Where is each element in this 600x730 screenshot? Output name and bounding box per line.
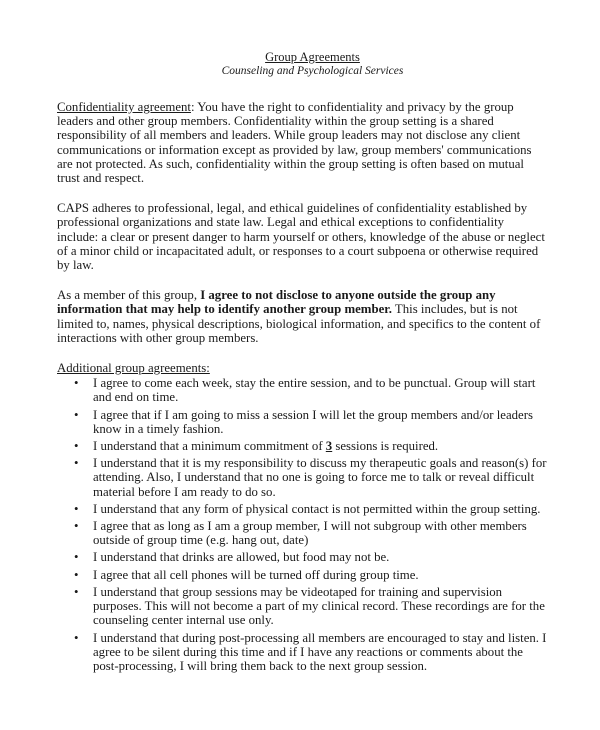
caps-paragraph: CAPS adheres to professional, legal, and ethical guidelines of confidentiality established by professional organizations and state law. Legal and ethical exceptions to confidentiality include: a clear or present danger to harm yourself or others, knowledge of the abuse or neglect of a minor child or incapacitated adult, or responses to a court subpoena or otherwise required by law. — [57, 201, 545, 273]
list-item: • I agree that if I am going to miss a session I will let the group members and/or leaders know in a timely fashion. — [57, 408, 548, 436]
commitment-number: 3 — [325, 439, 333, 454]
list-item: • I understand that drinks are allowed, but food may not be. — [57, 550, 548, 564]
list-item: • I agree to come each week, stay the entire session, and to be punctual. Group will start and end on time. — [57, 376, 548, 404]
list-item: • I agree that as long as I am a group member, I will not subgroup with other members outside of group time (e.g. hang out, date) — [57, 519, 548, 547]
document-header — [77, 50, 548, 78]
document-title: Group Agreements — [265, 50, 360, 64]
list-item: • I understand that it is my responsibility to discuss my therapeutic goals and reason(s) for attending. Also, I understand that no one is going to force me to talk or reveal difficult material before I am ready to do so. — [57, 456, 548, 499]
list-item: • I understand that a minimum commitment of 3 sessions is required. — [57, 439, 548, 453]
member-rest: This includes, but is not limited to, names, physical descriptions, biological information, and specifics to the content of interactions with other group members. — [57, 302, 541, 345]
member-agreement-bold: I agree to not disclose to anyone outside the group any information that may help to identify another group member. — [57, 288, 496, 317]
confidentiality-text: : You have the right to confidentiality and privacy by the group leaders and other group members. Confidentiality within the group setting is a shared responsibility of all members and leaders. While group leaders may not disclose any client communications or information except as provided by law, group members' communications are not protected. As such, confidentiality within the group setting is often based on mutual trust and respect. — [57, 100, 532, 186]
document-subtitle: Counseling and Psychological Services — [221, 65, 404, 77]
agreements-list — [57, 376, 548, 673]
list-item: • I agree that all cell phones will be turned off during group time. — [57, 568, 548, 582]
list-item: • I understand that any form of physical contact is not permitted within the group setting. — [57, 502, 548, 516]
member-lead: As a member of this group, — [57, 288, 201, 303]
list-item: • I understand that during post-processing all members are encouraged to stay and listen. I agree to be silent during this time and if I have any reactions or comments about the post-processing, I will bring them back to the next group session. — [57, 631, 548, 674]
confidentiality-paragraph — [57, 100, 548, 185]
list-item: • I understand that group sessions may be videotaped for training and supervision purposes. This will not become a part of my clinical record. These recordings are for the counseling center internal use only. — [57, 585, 548, 628]
member-paragraph — [57, 288, 548, 345]
confidentiality-label: Confidentiality agreement — [57, 100, 191, 114]
additional-agreements-heading: Additional group agreements: — [57, 361, 210, 376]
